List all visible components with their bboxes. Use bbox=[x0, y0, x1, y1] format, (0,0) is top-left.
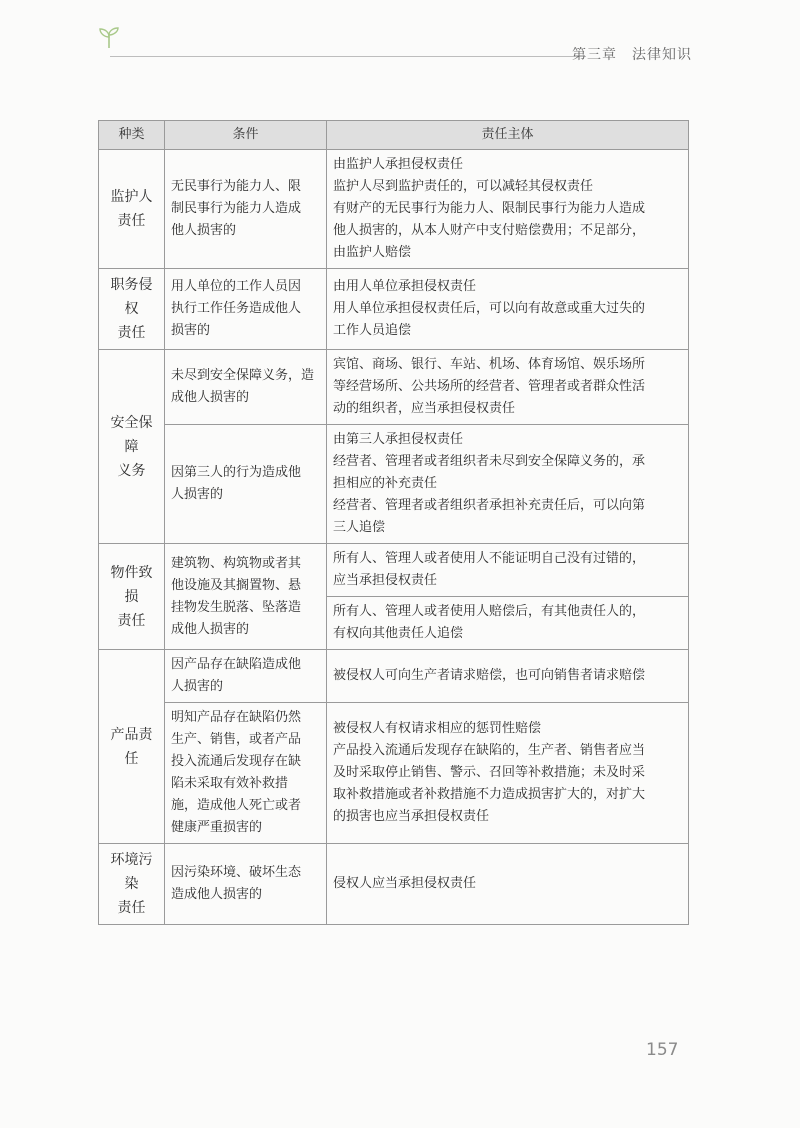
condition-cell bbox=[165, 650, 327, 703]
responsibility-line: 用人单位承担侵权责任后，可以向有故意或重大过失的 bbox=[333, 301, 646, 316]
condition-cell bbox=[165, 703, 327, 844]
condition-line: 无民事行为能力人、限 bbox=[171, 179, 302, 194]
condition-line: 健康严重损害的 bbox=[171, 820, 263, 835]
responsibility-line: 等经营场所、公共场所的经营者、管理者或者群众性活 bbox=[333, 379, 646, 394]
condition-line: 他设施及其搁置物、悬 bbox=[171, 577, 302, 593]
condition-cell bbox=[165, 544, 327, 650]
responsibility-line: 经营者、管理者或者组织者未尽到安全保障义务的，承 bbox=[333, 454, 646, 469]
type-line: 责任 bbox=[117, 612, 146, 629]
table-row bbox=[99, 650, 689, 703]
type-cell bbox=[99, 544, 165, 650]
header-rule bbox=[110, 56, 586, 57]
condition-line: 投入流通后发现存在缺 bbox=[171, 754, 302, 769]
condition-line: 用人单位的工作人员因 bbox=[171, 279, 302, 294]
column-header-type: 种类 bbox=[99, 121, 165, 150]
responsibility-cell bbox=[327, 350, 689, 425]
responsibility-line: 经营者、管理者或者组织者承担补充责任后，可以向第 bbox=[333, 498, 646, 513]
condition-line: 他人损害的 bbox=[171, 223, 237, 238]
type-line: 责任 bbox=[117, 900, 146, 916]
type-cell bbox=[99, 650, 165, 844]
type-line: 产品责任 bbox=[110, 726, 153, 767]
responsibility-line: 工作人员追偿 bbox=[333, 323, 412, 338]
responsibility-line: 有权向其他责任人追偿 bbox=[333, 626, 464, 641]
responsibility-line: 担相应的补充责任 bbox=[333, 476, 438, 491]
column-header-responsibility: 责任主体 bbox=[327, 121, 689, 150]
condition-line: 因第三人的行为造成他 bbox=[171, 465, 302, 480]
column-header-condition: 条件 bbox=[165, 121, 327, 150]
responsibility-cell bbox=[327, 844, 689, 925]
responsibility-cell bbox=[327, 150, 689, 269]
condition-line: 陷未采取有效补救措 bbox=[171, 776, 289, 791]
responsibility-line: 被侵权人有权请求相应的惩罚性赔偿 bbox=[333, 721, 542, 736]
condition-cell bbox=[165, 350, 327, 425]
condition-line: 未尽到安全保障义务，造 bbox=[171, 368, 315, 383]
condition-line: 成他人损害的 bbox=[171, 621, 250, 637]
responsibility-cell bbox=[327, 544, 689, 597]
responsibility-line: 动的组织者，应当承担侵权责任 bbox=[333, 401, 516, 416]
responsibility-line: 由用人单位承担侵权责任 bbox=[333, 279, 477, 294]
condition-line: 成他人损害的 bbox=[171, 390, 250, 405]
condition-line: 制民事行为能力人造成 bbox=[171, 201, 302, 216]
responsibility-line: 取补救措施或者补救措施不力造成损害扩大的，对扩大 bbox=[333, 787, 646, 802]
condition-cell bbox=[165, 844, 327, 925]
responsibility-line: 监护人尽到监护责任的，可以减轻其侵权责任 bbox=[333, 179, 594, 194]
type-line: 职务侵权 bbox=[110, 277, 153, 317]
condition-line: 明知产品存在缺陷仍然 bbox=[171, 710, 302, 725]
condition-cell bbox=[165, 425, 327, 544]
condition-line: 损害的 bbox=[171, 323, 211, 338]
type-cell bbox=[99, 269, 165, 350]
responsibility-cell bbox=[327, 597, 689, 650]
condition-line: 人损害的 bbox=[171, 487, 224, 502]
type-cell bbox=[99, 150, 165, 269]
type-line: 环境污染 bbox=[110, 852, 153, 892]
condition-line: 建筑物、构筑物或者其 bbox=[171, 555, 302, 571]
liability-table bbox=[98, 120, 689, 925]
responsibility-cell bbox=[327, 269, 689, 350]
condition-line: 因产品存在缺陷造成他 bbox=[171, 657, 302, 672]
responsibility-line: 应当承担侵权责任 bbox=[333, 573, 438, 588]
condition-line: 挂物发生脱落、坠落造 bbox=[171, 599, 302, 615]
condition-cell bbox=[165, 269, 327, 350]
table-row bbox=[99, 150, 689, 269]
page-number: 157 bbox=[646, 1040, 679, 1060]
condition-line: 执行工作任务造成他人 bbox=[171, 301, 302, 316]
responsibility-line: 所有人、管理人或者使用人不能证明自己没有过错的， bbox=[333, 551, 646, 566]
table-row bbox=[99, 425, 689, 544]
responsibility-line: 由监护人赔偿 bbox=[333, 245, 412, 260]
table-header-row bbox=[99, 121, 689, 150]
condition-line: 因污染环境、破坏生态 bbox=[171, 865, 302, 880]
responsibility-line: 产品投入流通后发现存在缺陷的，生产者、销售者应当 bbox=[333, 743, 646, 758]
table-row bbox=[99, 844, 689, 925]
responsibility-line: 侵权人应当承担侵权责任 bbox=[333, 876, 477, 891]
responsibility-line: 他人损害的，从本人财产中支付赔偿费用；不足部分， bbox=[333, 223, 646, 238]
responsibility-line: 由第三人承担侵权责任 bbox=[333, 432, 464, 447]
responsibility-line: 的损害也应当承担侵权责任 bbox=[333, 809, 490, 824]
table-row bbox=[99, 544, 689, 597]
type-cell bbox=[99, 350, 165, 544]
chapter-title: 第三章 法律知识 bbox=[572, 47, 692, 63]
type-line: 义务 bbox=[117, 462, 146, 479]
responsibility-line: 所有人、管理人或者使用人赔偿后，有其他责任人的， bbox=[333, 604, 646, 619]
responsibility-line: 由监护人承担侵权责任 bbox=[333, 157, 464, 172]
table-row bbox=[99, 269, 689, 350]
responsibility-line: 三人追偿 bbox=[333, 520, 386, 535]
type-line: 物件致损 bbox=[110, 564, 153, 605]
responsibility-line: 有财产的无民事行为能力人、限制民事行为能力人造成 bbox=[333, 201, 646, 216]
condition-line: 人损害的 bbox=[171, 679, 224, 694]
condition-line: 施，造成他人死亡或者 bbox=[171, 798, 302, 813]
responsibility-cell bbox=[327, 650, 689, 703]
table-row bbox=[99, 703, 689, 844]
condition-cell bbox=[165, 150, 327, 269]
responsibility-cell bbox=[327, 703, 689, 844]
table-row bbox=[99, 350, 689, 425]
type-line: 监护人 bbox=[110, 189, 153, 205]
type-line: 安全保障 bbox=[110, 414, 153, 455]
condition-line: 造成他人损害的 bbox=[171, 887, 263, 902]
type-line: 责任 bbox=[117, 325, 146, 341]
leaf-logo-icon bbox=[94, 26, 124, 50]
responsibility-line: 宾馆、商场、银行、车站、机场、体育场馆、娱乐场所 bbox=[333, 357, 646, 372]
responsibility-line: 被侵权人可向生产者请求赔偿，也可向销售者请求赔偿 bbox=[333, 668, 646, 683]
type-line: 责任 bbox=[117, 213, 146, 229]
responsibility-cell bbox=[327, 425, 689, 544]
type-cell bbox=[99, 844, 165, 925]
condition-line: 生产、销售，或者产品 bbox=[171, 732, 302, 747]
responsibility-line: 及时采取停止销售、警示、召回等补救措施；未及时采 bbox=[333, 765, 646, 780]
